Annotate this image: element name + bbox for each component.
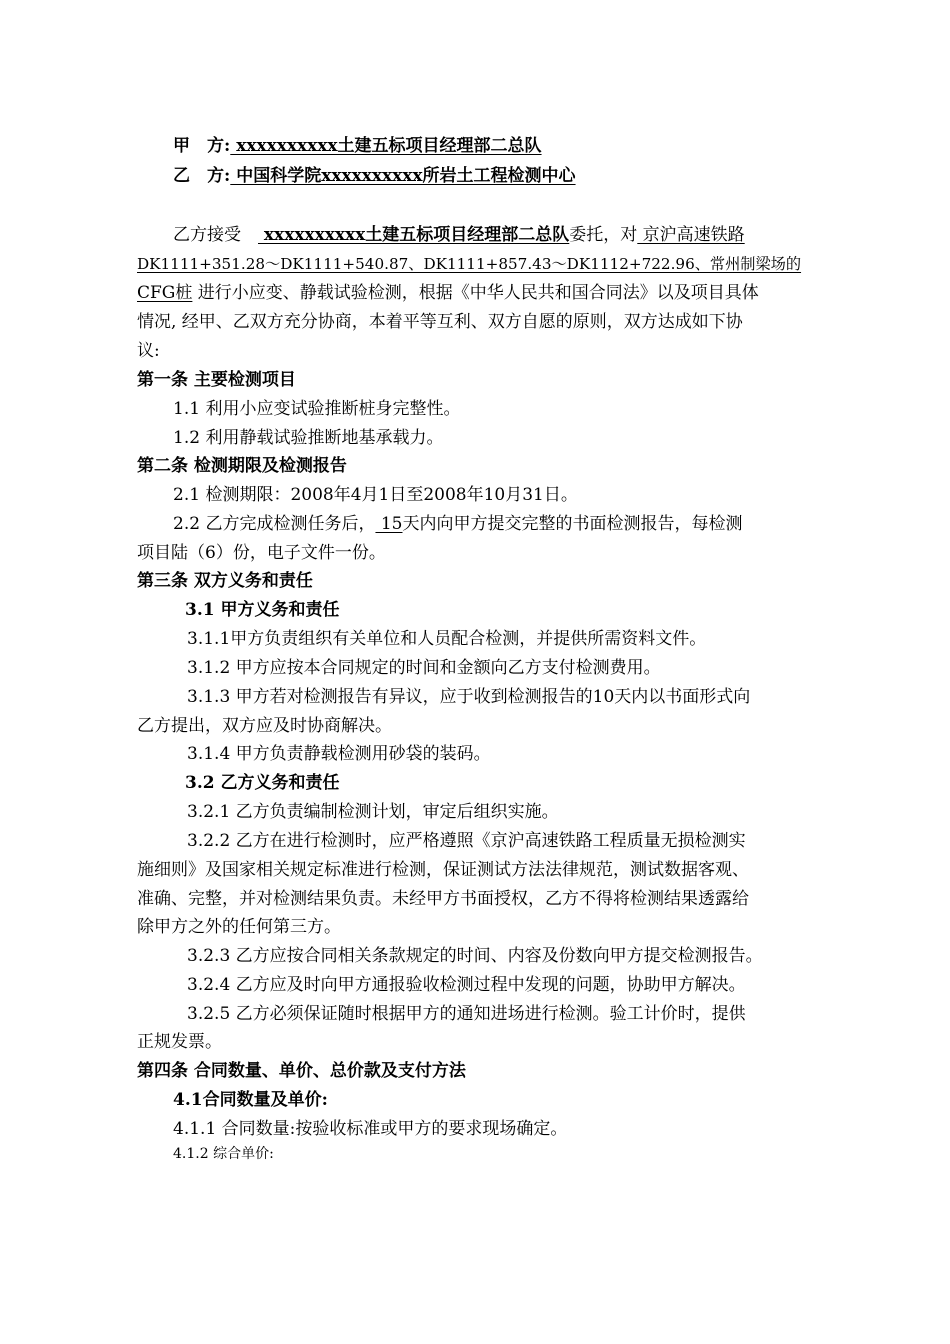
clause-2-2 [173, 510, 743, 538]
clause-4-1-2: 4.1.2 综合单价: [173, 1146, 274, 1162]
party-a-name: xxxxxxxxxx土建五标项目经理部二总队 [230, 136, 542, 156]
clause-1-2: 1.2 利用静载试验推断地基承载力。 [173, 428, 444, 448]
clause-1-1: 1.1 利用小应变试验推断桩身完整性。 [173, 399, 461, 419]
clause-2-2-cont: 项目陆（6）份，电子文件一份。 [137, 543, 386, 563]
report-days: 15 [375, 514, 403, 534]
intro-project-pile: CFG桩 [137, 283, 193, 303]
clause-3-2-2-cont: 准确、完整，并对检测结果负责。未经甲方书面授权，乙方不得将检测结果透露给 [137, 889, 749, 909]
clause-2-1: 2.1 检测期限：2008年4月1日至2008年10月31日。 [173, 485, 578, 505]
clause-3-2-3: 3.2.3 乙方应按合同相关条款规定的时间、内容及份数向甲方提交检测报告。 [187, 946, 763, 966]
intro-line-5: 议: [137, 341, 160, 361]
clause-3-2-5: 3.2.5 乙方必须保证随时根据甲方的通知进场进行检测。验工计价时，提供 [187, 1004, 746, 1024]
clause-text: 2.2 乙方完成检测任务后， [173, 514, 376, 534]
clause-3-1-3-cont: 乙方提出，双方应及时协商解决。 [137, 716, 392, 736]
clause-3-1-3: 3.1.3 甲方若对检测报告有异议，应于收到检测报告的10天内以书面形式向 [187, 687, 751, 707]
intro-client-name: xxxxxxxxxx土建五标项目经理部二总队 [258, 225, 570, 245]
section-4-1-title: 4.1合同数量及单价: [173, 1090, 328, 1110]
article-2-title: 第二条 检测期限及检测报告 [137, 456, 347, 476]
party-b-label: 乙 方: [173, 166, 231, 186]
clause-3-2-2: 3.2.2 乙方在进行检测时，应严格遵照《京沪高速铁路工程质量无损检测实 [187, 831, 746, 851]
article-1-title: 第一条 主要检测项目 [137, 370, 296, 390]
clause-3-2-2-cont: 除甲方之外的任何第三方。 [137, 917, 341, 937]
section-3-1-title: 3.1 甲方义务和责任 [185, 600, 340, 620]
party-b-name: 中国科学院xxxxxxxxxx所岩土工程检测中心 [230, 166, 576, 186]
party-a-label: 甲 方: [173, 136, 231, 156]
clause-3-2-2-cont: 施细则》及国家相关规定标准进行检测，保证测试方法法律规范，测试数据客观、 [137, 860, 749, 880]
intro-text: 乙方接受 [173, 225, 258, 245]
clause-3-2-5-cont: 正规发票。 [137, 1032, 222, 1052]
clause-3-2-4: 3.2.4 乙方应及时向甲方通报验收检测过程中发现的问题，协助甲方解决。 [187, 975, 746, 995]
intro-line-4: 情况, 经甲、乙双方充分协商，本着平等互利、双方自愿的原则，双方达成如下协 [137, 312, 743, 332]
section-3-2-title: 3.2 乙方义务和责任 [185, 773, 340, 793]
intro-line-1 [173, 221, 745, 249]
article-4-title: 第四条 合同数量、单价、总价款及支付方法 [137, 1061, 466, 1081]
intro-text: 委托，对 [569, 225, 638, 245]
intro-text: 进行小应变、静载试验检测，根据《中华人民共和国合同法》以及项目具体 [192, 283, 759, 303]
intro-project-range: DK1111+351.28～DK1111+540.87、DK1111+857.43～DK1112+722.96、常州制梁场的 [137, 255, 802, 273]
clause-3-1-2: 3.1.2 甲方应按本合同规定的时间和金额向乙方支付检测费用。 [187, 658, 661, 678]
clause-4-1-1: 4.1.1 合同数量:按验收标准或甲方的要求现场确定。 [173, 1119, 568, 1139]
clause-3-1-4: 3.1.4 甲方负责静载检测用砂袋的装码。 [187, 744, 491, 764]
clause-3-1-1: 3.1.1甲方负责组织有关单位和人员配合检测，并提供所需资料文件。 [187, 629, 707, 649]
party-a-line [173, 132, 542, 160]
intro-line-2 [137, 250, 801, 278]
article-3-title: 第三条 双方义务和责任 [137, 571, 313, 591]
intro-line-3 [137, 279, 759, 307]
clause-text: 天内向甲方提交完整的书面检测报告，每检测 [402, 514, 743, 534]
intro-project-name: 京沪高速铁路 [637, 225, 745, 245]
clause-3-2-1: 3.2.1 乙方负责编制检测计划，审定后组织实施。 [187, 802, 559, 822]
party-b-line [173, 162, 576, 190]
